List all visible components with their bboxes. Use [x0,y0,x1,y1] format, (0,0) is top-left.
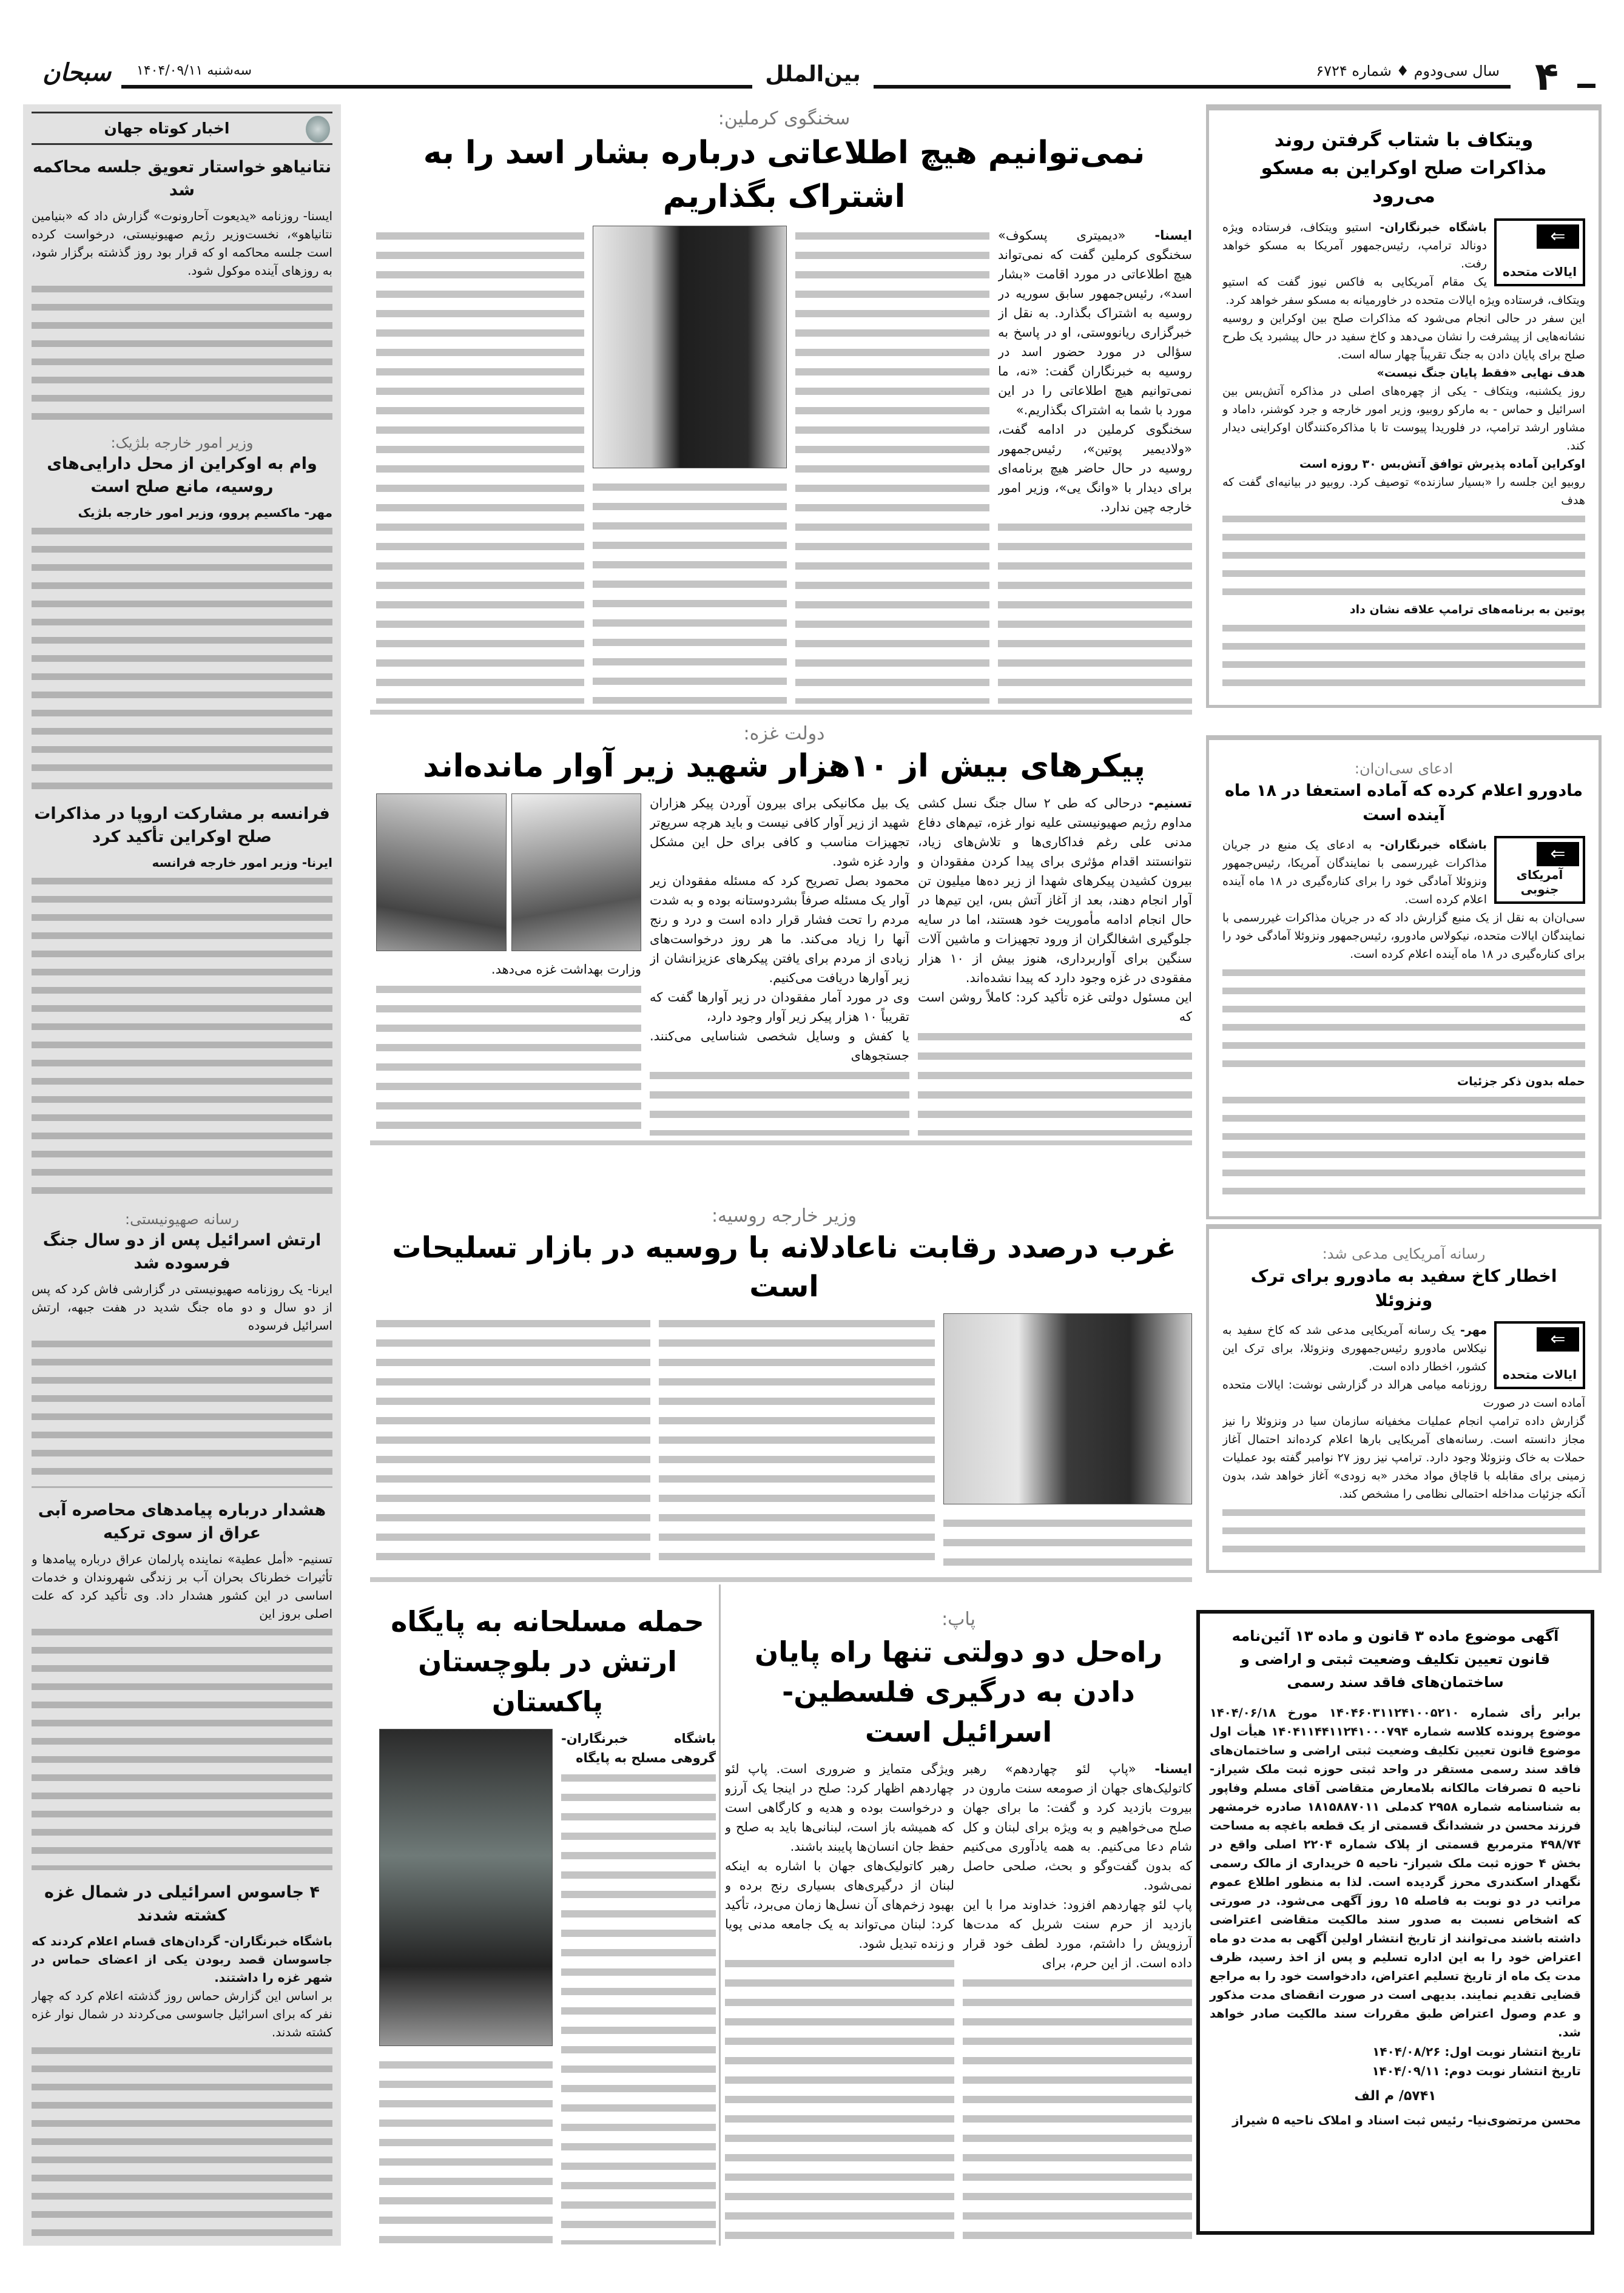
main-story [376,107,1192,704]
russia-body-col-1 [943,1513,1192,1571]
brief-kicker: رسانه صهیونیستی: [125,1210,239,1228]
gaza-story [376,722,1192,1136]
arrow-left-icon: ⇐ [1537,1327,1579,1352]
column-divider [719,1584,721,2246]
pakistan-columns [379,1729,716,2244]
brief-headline: ارتش اسرائیل پس از دو سال جنگ فرسوده شد [42,1230,322,1273]
brief-body: ایرنا- وزیر امور خارجه فرانسه [32,854,332,1199]
witkoff-body: ⇐ ایالات متحده باشگاه خبرنگاران- استیو ویتکاف، فرستاده ویژه دونالد ترامپ، رئیس‌جمهور آمریکا به مسکو خواهد رفت. یک مقام آمریکایی به فاکس نیوز گفت که استیو ویتکاف، فرستاده ویژه ایالات متحده در خاورمیانه به مسکو سفر خواهد کرد. این سفر در حالی انجام می‌شود که مذاکرات صلح بین اوکراین و روسیه نشانه‌هایی از پیشرفت را نشان می‌دهد و کاخ سفید در حال پیشبرد یک طرح صلح برای پایان دادن به جنگ تقریباً چهار ساله است. هدف نهایی «فقط پایان جنگ نیست» روز یکشنبه، ویتکاف - یکی از چهره‌های اصلی در مذاکره آتش‌بس بین اسرائیل و حماس - به مارکو روبیو، وزیر امور خارجه و جرد کوشنر، داماد و مشاور ارشد ترامپ، در فلوریدا پیوست تا با مذاکره‌کنندگان اوکراینی دیدار کند. اوکراین آماده پذیرش توافق آتش‌بس ۳۰ روزه است روبیو این جلسه را «بسیار سازنده» توصیف کرد. روبیو در بیانیه‌ای گفت که هدف پوتین به برنامه‌های ترامپ علاقه نشان داد [1222,218,1585,694]
page-number: ۴ [1535,55,1559,99]
brief-headline: نتانیاهو خواستار تعویق جلسه محاکمه شد [32,158,332,200]
brief-headline: فرانسه بر مشارکت اروپا در مذاکرات صلح اوکراین تأکید کرد [34,804,330,847]
brief-body: مهر- ماکسیم پروو، وزیر امور خارجه بلژیک [32,503,332,792]
main-photo-column [593,226,787,704]
pope-body-col-1: ایسنا- «پاپ لئو چهاردهم» رهبر کاتولیک‌های جهان از صومعه سنت مارون در بیروت بازدید کرد و گفت: ما برای جهان صلح می‌خواهیم و به ویژه برای لبنان و کل شام دعا می‌کنیم. به همه یادآوری می‌کنیم که بدون گفت‌وگو و بحث، صلحی حاصل نمی‌شود. پاپ لئو چهاردهم افزود: خداوند مرا با این بازدید از حرم سنت شربل که مدت‌ها آرزویش را داشتم، مورد لطف خود قرار داده است. از این حرم، برای [963,1759,1192,2244]
legal-notice-ad [1196,1610,1594,2235]
briefs-header [32,112,332,145]
brief-body: تسنیم- «أمل عطیة» نماینده پارلمان عراق درباره پیامدها و تأثیرات خطرناک بحران آب بر زندگی شهروندان و خدمات اساسی در این کشور هشدار داد. وی تأکید کرد که علت اصلی بروز این [32,1550,332,1870]
brief-body: ایرنا- یک روزنامه صهیونیستی در گزارشی فاش کرد که پس از دو سال و دو ماه جنگ شدید در هفت جبهه، ارتش اسرائیل فرسوده [32,1280,332,1488]
whitehouse-headline: اخطار کاخ سفید به مادورو برای ترک ونزوئلا [1250,1266,1557,1310]
gaza-body-col-2: یک بیل مکانیکی برای بیرون آوردن پیکر هزاران شهید از زیر آوار کافی نیست و باید هرچه سریع‌تر تجهیزات مناسب و کافی برای حل این مشکل وارد غزه شود. محمود بصل تصریح کرد که مسئله مفقودان زیر آوار یک مسئله صرفاً بشردوستانه بوده و به شدت مردم را تحت فشار قرار داده است و درد و رنج آنها را زیاد می‌کند. ما هر روز درخواست‌های زیادی از مردم برای یافتن پیکرهای عزیزانشان از زیر آوارها دریافت می‌کنیم. وی در مورد آمار مفقودان در زیر آوارها گفت که تقریباً ۱۰ هزار پیکر زیر آوار وجود دارد، یا کفش و وسایل شخصی شناسایی می‌کنند. جستجوهای [650,793,909,1136]
brief-item [32,803,332,1199]
arrow-left-icon: ⇐ [1537,842,1579,866]
gaza-columns [376,793,1192,1136]
pope-headline: راه‌حل دو دولتی تنها راه پایان دادن به درگیری فلسطین-اسرائیل است [754,1635,1163,1748]
brief-item [32,1881,332,2240]
gaza-body-col-3: وزارت بهداشت غزه می‌دهد. [376,960,641,1136]
country-tag: ⇐ ایالات متحده [1494,1321,1585,1389]
maduro-kicker: ادعای سی‌ان‌ان: [1354,760,1454,777]
ad-signature: محسن مرتضوی‌نیا- رئیس ثبت اسناد و املاک ناحیه ۵ شیراز [1232,2113,1581,2127]
section-divider [370,1140,1192,1145]
brief-item [32,433,332,792]
pakistan-headline: حمله مسلحانه به پایگاه ارتش در بلوچستان پاکستان [391,1605,704,1718]
issue-date: سه‌شنبه ۱۴۰۴/۰۹/۱۱ [136,61,252,81]
russia-headline: غرب درصدد رقابت ناعادلانه با روسیه در بازار تسلیحات است [392,1231,1176,1304]
pakistan-story [379,1601,716,2244]
main-body-col-2 [795,226,989,704]
lavrov-photo [943,1313,1192,1504]
gaza-body-col-1: تسنیم- درحالی که طی ۲ سال جنگ نسل کشی مداوم رژیم صهیونیستی علیه نوار غزه، تیم‌های دفاع مدنی علی رغم فداکاری‌ها و تلاش‌های زیاد، نتوانستند اقدام مؤثری برای پیدا کردن مفقودان و بیرون کشیدن پیکرهای شهدا از زیر ده‌ها میلیون تن آوار انجام دهند، بعد از آغاز آتش بس، این تیم‌ها در حال انجام ادامه مأموریت خود هستند، اما در سایه جلوگیری اشغالگران از ورود تجهیزات و ماشین آلات سنگین برای آواربرداری، هنوز بیش از ۱۰ هزار مفقودی در غزه وجود دارد که پیدا نشده‌اند. این مسئول دولتی غزه تأکید کرد: کاملاً روشن است که [918,793,1192,1136]
main-body-col-1: ایسنا- «دیمیتری پسکوف» سخنگوی کرملین گفت که نمی‌تواند هیچ اطلاعاتی در مورد اقامت «بشار اسد»، رئیس‌جمهور سابق سوریه در روسیه به اشتراک بگذارد. به نقل از خبرگزاری ریانووستی، او در پاسخ به سؤالی در مورد حضور اسد در روسیه به خبرنگاران گفت: «نه، ما نمی‌توانیم هیچ اطلاعاتی را در این مورد با شما به اشتراک بگذاریم.» سخنگوی کرملین در ادامه گفت، «ولادیمیر پوتین»، رئیس‌جمهور روسیه در حال حاضر هیچ برنامه‌ای برای دیدار با «وانگ یی»، وزیر امور خارجه چین ندارد. [998,226,1192,704]
whitehouse-kicker: رسانه آمریکایی مدعی شد: [1322,1245,1486,1262]
briefs-title: اخبار کوتاه جهان [104,120,230,137]
ad-date-1: تاریخ انتشار نوبت اول: ۱۴۰۴/۰۸/۲۶ [1372,2044,1581,2059]
main-columns [376,226,1192,704]
brief-item [32,156,332,422]
gaza-headline: پیکرهای بیش از ۱۰هزار شهید زیر آوار مانده‌اند [423,748,1145,784]
peskov-photo [593,226,787,468]
main-headline: نمی‌توانیم هیچ اطلاعاتی درباره بشار اسد را به اشتراک بگذاریم [423,135,1145,215]
russia-body-col-3 [376,1313,650,1571]
gaza-kicker: دولت غزه: [743,723,825,744]
newspaper-logo: سبحان [42,58,111,87]
pakistan-body-col-1: باشگاه خبرنگاران- گروهی مسلح به پایگاه [561,1729,716,2244]
pope-kicker: پاپ: [942,1609,975,1630]
witkoff-box [1206,104,1602,708]
maduro-body: ⇐ آمریکای جنوبی باشگاه خبرنگاران- به ادعای یک منبع در جریان مذاکرات غیررسمی با نمایندگان آمریکا، رئیس‌جمهور ونزوئلا آمادگی خود را برای کناره‌گیری در ۱۸ ماه آینده اعلام کرده است. سی‌ان‌ان به نقل از یک منبع گزارش داد که در جریان مذاکرات غیررسمی با نمایندگان ایالات متحده، نیکولاس مادورو، رئیس‌جمهور ونزوئلا آمادگی خود را برای کناره‌گیری در ۱۸ ماه آینده اعلام کرده است. حمله بدون ذکر جزئیات [1222,836,1585,1205]
section-title: بین‌الملل [752,59,874,93]
ad-date-2: تاریخ انتشار نوبت دوم: ۱۴۰۴/۰۹/۱۱ [1372,2064,1581,2078]
section-divider [370,710,1192,715]
brief-item [32,1210,332,1488]
russia-story [376,1204,1192,1571]
whitehouse-body: ⇐ ایالات متحده مهر- یک رسانه آمریکایی مدعی شد که کاخ سفید به نیکلاس مادورو رئیس‌جمهوری ونزوئلا، برای ترک این کشور، اخطار داده است. روزنامه میامی هرالد در گزارشی نوشت: ایالات متحده آماده است در صورت گزارش داده ترامپ انجام عملیات مخفیانه سازمان سیا در ونزوئلا را نیز مجاز دانسته است. رسانه‌های آمریکایی بارها اعلام کرده‌اند احتمال آغاز حملات به خاک ونزوئلا وجود دارد. ترامپ نیز روز ۲۷ نوامبر گفته بود عملیات زمینی برای مقابله با قاچاق مواد مخدر «به زودی» آغاز خواهد شد، بدون آنکه جزئیات مداخله احتمالی نظامی را مشخص کند. [1222,1321,1585,1559]
pakistan-body-col-2 [379,2055,553,2244]
pope-body-col-2: ویژگی متمایز و ضروری است. پاپ لئو چهاردهم اظهار کرد: صلح در اینجا یک آرزو و درخواست بوده و هدیه و کارگاهی است که همیشه باز است، لبنانی‌ها باید به صلح و حفظ جان انسان‌ها پایبند باشند. رهبر کاتولیک‌های جهان با اشاره به اینکه لبنان از درگیری‌های بسیاری رنج برده و بهبود زخم‌های آن نسل‌ها زمان می‌برد، تأکید کرد: لبنان می‌تواند به یک جامعه مدنی پویا و زنده تبدیل شود. [725,1759,954,2244]
issue-info: سال سی‌ودوم ♦ شماره ۶۷۲۴ [1316,61,1500,81]
brief-item [32,1499,332,1870]
country-tag: ⇐ ایالات متحده [1494,218,1585,286]
brief-body: باشگاه خبرنگاران- گردان‌های قسام اعلام کردند که جاسوسان قصد ربودن یکی از اعضای حماس در شهر غزه را داشتند. بر اساس این گزارش حماس روز گذشته اعلام کرد که چهار نفر که برای اسرائیل جاسوسی می‌کردند در شمال نوار غزه کشته شدند. [32,1932,332,2240]
page-number-dash [1577,84,1595,88]
russia-columns [376,1313,1192,1571]
main-kicker: سخنگوی کرملین: [718,108,851,129]
brief-headline: ۴ جاسوس اسرائیلی در شمال غزه کشته شدند [44,1882,320,1925]
brief-body: ایسنا- روزنامه «یدیعوت آحارونوت» گزارش داد که «بنیامین نتانیاهو»، نخست‌وزیر رژیم صهیونیستی، درخواست کرده است جلسه محاکمه او که قرار بود روز گذشته برگزار شود، به روزهای آینده موکول شود. [32,207,332,422]
arrow-left-icon: ⇐ [1537,224,1579,249]
pope-columns [725,1759,1192,2244]
gaza-rubble-photo-2 [376,793,507,951]
russia-body-col-2 [659,1313,935,1571]
witkoff-headline: ویتکاف با شتاب گرفتن روند مذاکرات صلح اوکراین به مسکو می‌رود [1261,129,1547,207]
russia-kicker: وزیر خارجه روسیه: [711,1205,857,1227]
maduro-box [1206,735,1602,1219]
brief-kicker: وزیر امور خارجه بلژیک: [110,434,254,451]
ad-code: ۵۷۴۱/ م الف [1354,2089,1437,2104]
gaza-rubble-photo-1 [511,793,642,951]
main-body-col-4 [376,226,584,704]
section-divider [370,1577,1192,1582]
country-tag: ⇐ آمریکای جنوبی [1494,836,1585,904]
maduro-headline: مادورو اعلام کرده که آماده استعفا در ۱۸ ماه آینده است [1224,781,1583,824]
pakistan-attack-photo [379,1729,553,2046]
brief-headline: وام به اوکراین از محل دارایی‌های روسیه، مانع صلح است [47,454,317,496]
brief-headline: هشدار درباره پیامدهای محاصره آبی عراق از سوی ترکیه [38,1500,326,1543]
pope-story [725,1608,1192,2244]
whitehouse-box [1206,1224,1602,1573]
ad-body: برابر رأی شماره ۱۴۰۴۶۰۳۱۱۲۴۱۰۰۵۲۱۰ مورخ ۱۴۰۴/۰۶/۱۸ موضوع پرونده کلاسه شماره ۱۴۰۴۱۱۴۴۱۱۲۴۱۰۰۰۷۹۴ هیأت اول موضوع قانون تعیین تکلیف وضعیت ثبتی اراضی و ساختمان‌های فاقد سند رسمی مستقر در واحد ثبتی حوزه ثبت ملک شیراز- ناحیه ۵ تصرفات مالکانه بلامعارض متقاضی آقای مسلم وفاپور به شناسنامه شماره ۲۹۵۸ کدملی ۱۸۱۵۸۸۷۰۱۱ صادره خرمشهر فرزند محسن در ششدانگ قسمتی از یک قطعه باغچه به مساحت ۴۹۸/۷۴ مترمربع قسمتی از پلاک شماره ۲۲۰۴ اصلی واقع در بخش ۴ حوزه ثبت ملک شیراز- ناحیه ۵ خریداری از مالک رسمی نگهدار اسکندری محرز گردیده است. لذا به منظور اطلاع عموم مراتب در دو نوبت به فاصله ۱۵ روز آگهی می‌شود. در صورتی که اشخاص نسبت به صدور سند مالکیت متقاضی اعتراضی داشته باشند می‌توانند از تاریخ انتشار اولین آگهی به مدت دو ماه اعتراض خود را به این اداره تسلیم و پس از اخذ رسید، ظرف مدت یک ماه از تاریخ تسلیم اعتراض، دادخواست خود را به مراجع قضایی تقدیم نمایند. بدیهی است در صورت انقضای مدت مذکور و عدم وصول اعتراض طبق مقررات سند مالکیت صادر خواهد شد. [1210,1706,1582,2039]
gaza-photo-column [376,793,641,1136]
pakistan-photo-column [379,1729,553,2244]
russia-photo-column [943,1313,1192,1571]
main-body-col-3 [593,477,787,704]
briefs-column [23,104,341,2246]
globe-icon [306,116,330,143]
ad-title: آگهی موضوع ماده ۳ قانون و ماده ۱۳ آئین‌نامه قانون تعیین تکلیف وضعیت ثبتی و اراضی و ساختمان‌های فاقد سند رسمی [1231,1628,1559,1691]
gaza-photos [376,793,641,951]
